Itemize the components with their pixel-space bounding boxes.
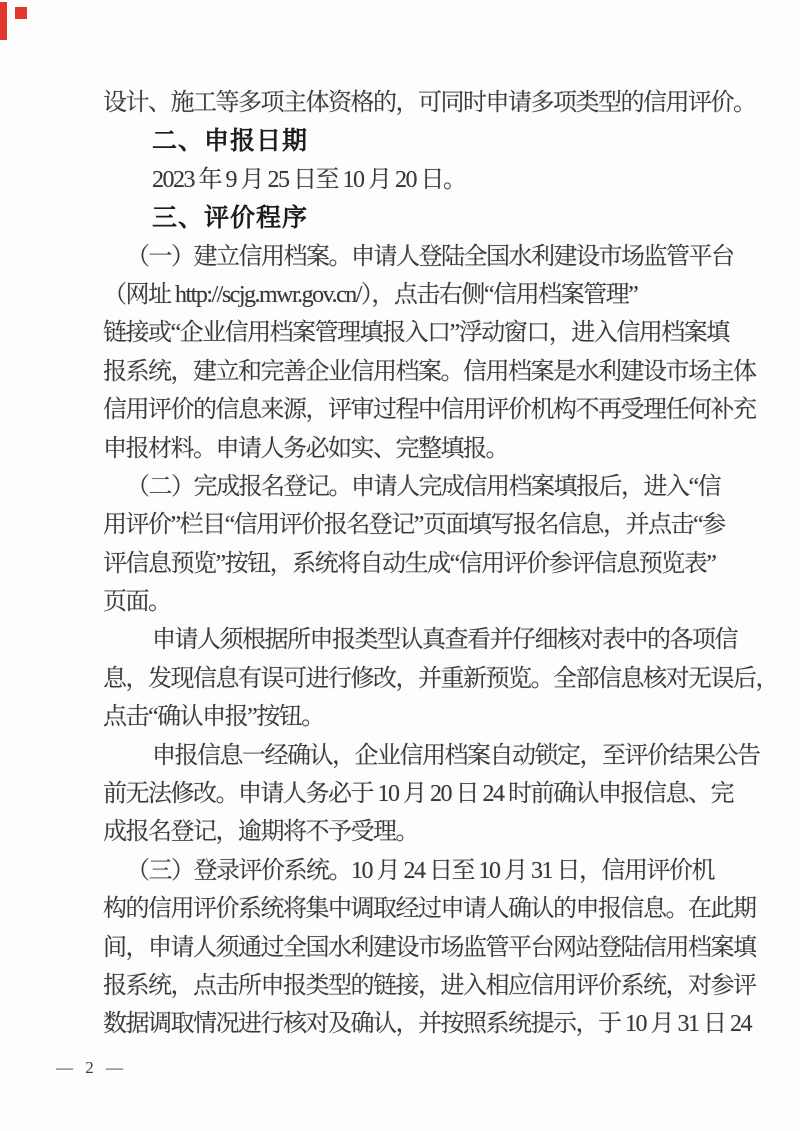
text-line: 2023 年 9 月 25 日至 10 月 20 日。 (152, 166, 466, 193)
text-line: 构的信用评价系统将集中调取经过申请人确认的申报信息。在此期 (103, 896, 756, 923)
text-line: 报系统，建立和完善企业信用档案。信用档案是水利建设市场主体 (103, 358, 756, 385)
text-line: 链接或“企业信用档案管理填报入口”浮动窗口，进入信用档案填 (103, 320, 729, 347)
text-line: 页面。 (103, 589, 171, 616)
text-line: 信用评价的信息来源，评审过程中信用评价机构不再受理任何补充 (103, 397, 756, 424)
text-line: 申请人须根据所申报类型认真查看并仔细核对表中的各项信 (152, 627, 737, 654)
red-mark-bar (0, 2, 7, 40)
text-line: 评信息预览”按钮，系统将自动生成“信用评价参评信息预览表” (103, 550, 716, 577)
text-line: 用评价”栏目“信用评价报名登记”页面填写报名信息，并点击“参 (103, 512, 725, 539)
text-line: 报系统，点击所申报类型的链接，进入相应信用评价系统，对参评 (103, 972, 756, 999)
text-line: （一）建立信用档案。申请人登陆全国水利建设市场监管平台 (126, 243, 734, 270)
document-text-block (103, 84, 778, 1044)
text-line: 间，申请人须通过全国水利建设市场监管平台网站登陆信用档案填 (103, 934, 756, 961)
section-heading: 三、评价程序 (152, 204, 309, 233)
red-mark-square (15, 7, 27, 19)
text-line: 申报材料。申请人务必如实、完整填报。 (103, 435, 508, 462)
text-line: 息，发现信息有误可进行修改，并重新预览。全部信息核对无误后， (103, 665, 778, 692)
text-line: 前无法修改。申请人务必于 10 月 20 日 24 时前确认申报信息、完 (103, 781, 733, 808)
text-line: 成报名登记，逾期将不予受理。 (103, 819, 418, 846)
text-line: （三）登录评价系统。10 月 24 日至 10 月 31 日，信用评价机 (126, 857, 714, 884)
text-line: 数据调取情况进行核对及确认，并按照系统提示，于 10 月 31 日 24 (103, 1011, 751, 1038)
page-number: — 2 — (56, 1058, 127, 1077)
text-line: （网址 http://scjg.mwr.gov.cn/），点击右侧“信用档案管理” (103, 281, 638, 308)
text-line: 申报信息一经确认，企业信用档案自动锁定，至评价结果公告 (152, 742, 760, 769)
section-heading: 二、申报日期 (152, 127, 309, 156)
text-line: 点击“确认申报”按钮。 (103, 704, 324, 731)
text-line: 设计、施工等多项主体资格的，可同时申请多项类型的信用评价。 (103, 90, 756, 116)
text-line: （二）完成报名登记。申请人完成信用档案填报后，进入“信 (126, 473, 721, 500)
